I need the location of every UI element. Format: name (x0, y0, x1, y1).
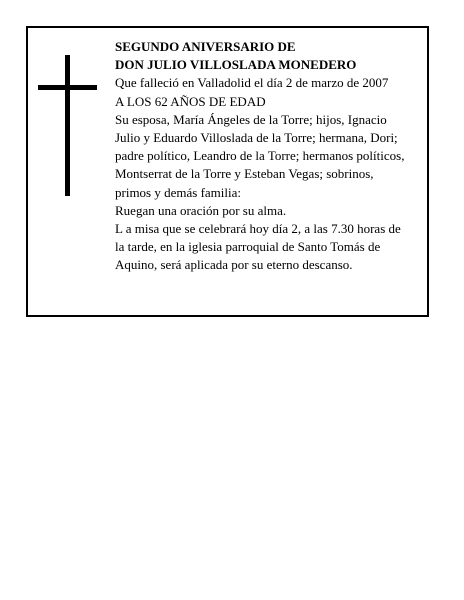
prayer-request-line: Ruegan una oración por su alma. (115, 202, 287, 218)
obituary-text (115, 38, 425, 274)
notice-heading-line-1: SEGUNDO ANIVERSARIO DE (115, 39, 296, 54)
mass-line-1: L a misa que se celebrará hoy día 2, a las 7.30 horas de (115, 220, 401, 236)
family-line-5: primos y demás familia: (115, 184, 242, 200)
family-line-2: Julio y Eduardo Villoslada de la Torre; hermana, Dori; (115, 129, 398, 145)
cross-horizontal-bar (38, 85, 97, 90)
mass-line-3: Aquino, será aplicada por su eterno descanso. (115, 257, 353, 273)
mass-line-2: la tarde, en la iglesia parroquial de Santo Tomás de (115, 239, 381, 255)
notice-heading-line-2: DON JULIO VILLOSLADA MONEDERO (115, 57, 357, 73)
family-line-3: padre político, Leandro de la Torre; hermanos políticos, (115, 148, 405, 164)
death-date-line: Que falleció en Valladolid el día 2 de marzo de 2007 (115, 75, 389, 91)
family-line-1: Su esposa, María Ángeles de la Torre; hijos, Ignacio (115, 111, 387, 127)
age-line: A LOS 62 AÑOS DE EDAD (115, 93, 266, 109)
family-line-4: Montserrat de la Torre y Esteban Vegas; sobrinos, (115, 166, 374, 182)
cross-vertical-bar (65, 55, 70, 196)
